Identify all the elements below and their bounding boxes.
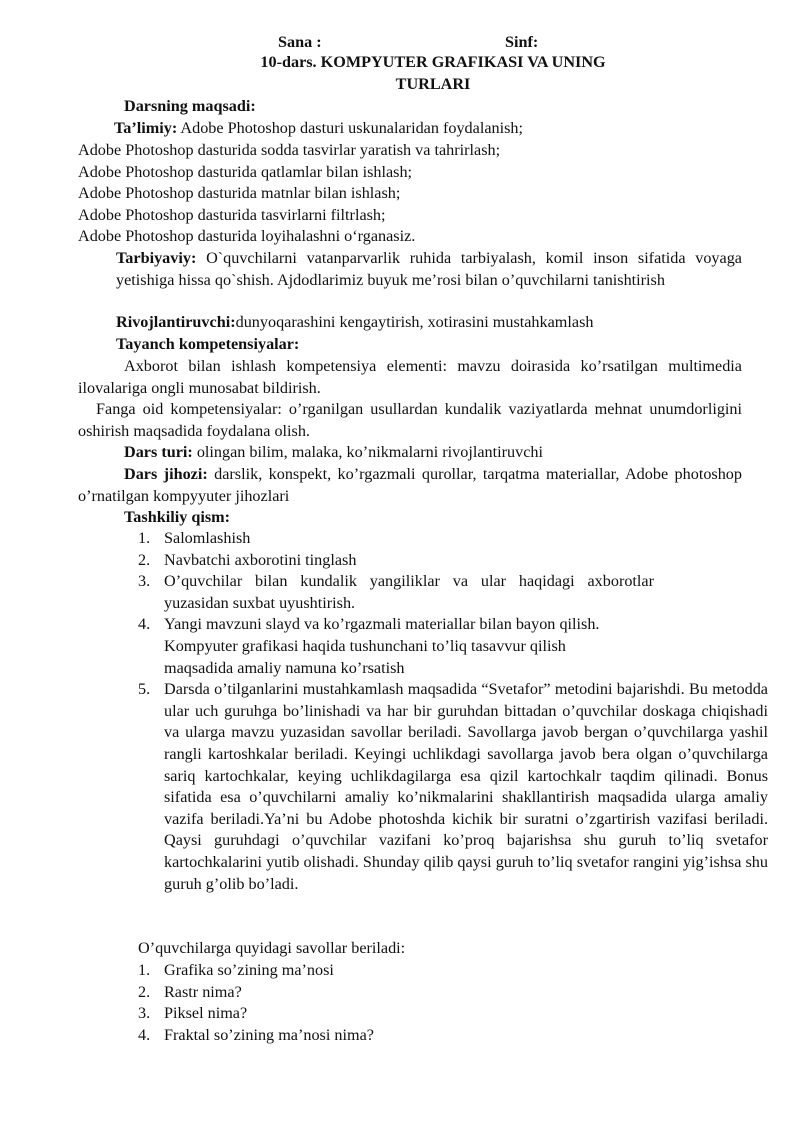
talimiy-text: Adobe Photoshop dasturi uskunalaridan foydalanish; <box>177 119 524 137</box>
dars-turi-text: olingan bilim, malaka, ko’nikmalarni rivojlantiruvchi <box>192 443 543 461</box>
list-item <box>138 1003 374 1025</box>
list-item <box>138 1025 374 1047</box>
talimiy-goal: Adobe Photoshop dasturida qatlamlar bilan ishlash; <box>78 162 413 181</box>
lesson-title-line-1: 10-dars. KOMPYUTER GRAFIKASI VA UNING <box>260 53 606 71</box>
list-item-text: Darsda o’tilganlarini mustahkamlash maqsadida “Svetafor” metodini bajarishdi. Bu metodda ular uch guruhga bo’linishadi va har bir guruhdan bittadan o’quvchilar doskaga chiqishadi va ularga mavzu yuzasidan savollar beriladi. Savollarga javob bergan o’quvchilarga yashil rangli kartoshkalar beriladi. Keyingi uchlikdagi savollarga javob bera olgan o’quvchilarga sariq kartochkalar, keying uchlikdagilarga esa qizil kartochkalr taqdim qilinadi. Bonus sifatida esa o’quvchilarni amaliy ko’nikmalarini shakllantirish maqsadida ularga amaliy vazifa beriladi.Ya’ni bu Adobe photoshda kichik bir suratni o’zgartirish vazifasi beriladi. Qaysi guruhdagi o’quvchilar vazifani ko’proq bajarishsa shu guruh to’liq svetafor kartochkalarini yutib olishadi. Shunday qilib qaysi guruh to’liq svetafor rangini yig’ishsa shu guruh g’olib bo’ladi. <box>164 680 768 893</box>
list-item-number: 2. <box>138 550 151 569</box>
header-row <box>0 32 800 54</box>
list-item <box>138 679 768 895</box>
darsning-maqsadi-heading <box>124 96 256 118</box>
tayanch-heading <box>116 334 299 356</box>
talimiy-goals <box>78 140 500 248</box>
list-item-text: Fraktal so’zining ma’nosi nima? <box>164 1025 374 1044</box>
sana-label: Sana : <box>278 33 322 51</box>
list-item <box>138 528 654 550</box>
list-item-number: 1. <box>138 529 151 547</box>
darsning-maqsadi-label: Darsning maqsadi: <box>124 97 256 115</box>
dars-jihozi-text: darslik, konspekt, ko’rgazmali qurollar, tarqatma materiallar, Adobe photoshop o’rnatilgan kompyyuter jihozlari <box>78 465 742 505</box>
list-item-text: O’quvchilar bilan kundalik yangiliklar va ular haqidagi axborotlar yuzasidan suxbat uyushtirish. <box>164 572 654 612</box>
organizational-steps <box>138 528 768 895</box>
dars-turi-line <box>124 442 543 464</box>
rivojlantiruvchi-text: dunyoqarashini kengaytirish, xotirasini mustahkamlash <box>235 313 594 331</box>
list-item <box>138 614 634 679</box>
axborot-paragraph: Axborot bilan ishlash kompetensiya elementi: mavzu doirasida ko’rsatilgan multimedia ilovalariga ongli munosabat bildirish. <box>78 357 742 397</box>
list-item-number: 4. <box>138 615 151 634</box>
dars-jihozi-paragraph <box>78 464 742 507</box>
list-item-text: Navbatchi axborotini tinglash <box>164 550 357 569</box>
list-item-number: 4. <box>138 1025 151 1044</box>
list-item <box>138 982 374 1004</box>
list-item-text: Salomlashish <box>164 529 251 547</box>
dars-jihozi-label: Dars jihozi: <box>124 465 208 483</box>
talimiy-label: Ta’limiy: <box>114 119 178 137</box>
list-item-text: Piksel nima? <box>164 1004 248 1023</box>
tarbiyaviy-paragraph <box>116 248 742 291</box>
list-item-number: 5. <box>138 680 151 699</box>
tarbiyaviy-text: O`quvchilarni vatanparvarlik ruhida tarbiyalash, komil inson sifatida voyaga yetishiga hissa qo`shish. Ajdodlarimiz buyuk me’rosi bilan o’quvchilarni tanishtirish <box>116 249 742 289</box>
list-item-number: 3. <box>138 572 151 591</box>
talimiy-goal: Adobe Photoshop dasturida tasvirlarni filtrlash; <box>78 205 386 224</box>
list-item-text: Rastr nima? <box>164 982 242 1001</box>
rivojlantiruvchi-label: Rivojlantiruvchi: <box>116 313 236 331</box>
dars-turi-label: Dars turi: <box>124 443 193 461</box>
talimiy-goal: Adobe Photoshop dasturida loyihalashni o‘rganasiz. <box>78 227 416 246</box>
fanga-paragraph: Fanga oid kompetensiyalar: o’rganilgan usullardan kundalik vaziyatlarda mehnat unumdorligini oshirish maqsadida foydalana olish. <box>78 400 742 440</box>
list-item-number: 3. <box>138 1004 151 1023</box>
questions-intro: O’quvchilarga quyidagi savollar beriladi: <box>138 939 406 957</box>
list-item-number: 1. <box>138 961 151 979</box>
rivojlantiruvchi-line <box>116 312 593 334</box>
questions-list <box>138 960 374 1046</box>
tayanch-label: Tayanch kompetensiyalar: <box>116 335 300 353</box>
tashkiliy-label: Tashkiliy qism: <box>124 508 231 526</box>
sinf-label: Sinf: <box>505 33 539 51</box>
tashkiliy-heading <box>124 507 230 529</box>
talimiy-line <box>114 118 523 140</box>
list-item <box>138 960 374 982</box>
list-item-number: 2. <box>138 982 151 1001</box>
tarbiyaviy-label: Tarbiyaviy: <box>116 249 197 267</box>
list-item <box>138 571 654 614</box>
list-item <box>138 550 654 572</box>
talimiy-goal: Adobe Photoshop dasturida matnlar bilan ishlash; <box>78 184 401 203</box>
list-item-text: Grafika so’zining ma’nosi <box>164 961 334 979</box>
talimiy-goal: Adobe Photoshop dasturida sodda tasvirlar yaratish va tahrirlash; <box>78 141 501 159</box>
lesson-title <box>200 52 666 95</box>
lesson-title-line-2: TURLARI <box>395 74 471 93</box>
list-item-text: Yangi mavzuni slayd va ko’rgazmali materiallar bilan bayon qilish. Kompyuter grafikasi haqida tushunchani to’liq tasavvur qilish maqsadida amaliy namuna ko’rsatish <box>164 615 600 677</box>
